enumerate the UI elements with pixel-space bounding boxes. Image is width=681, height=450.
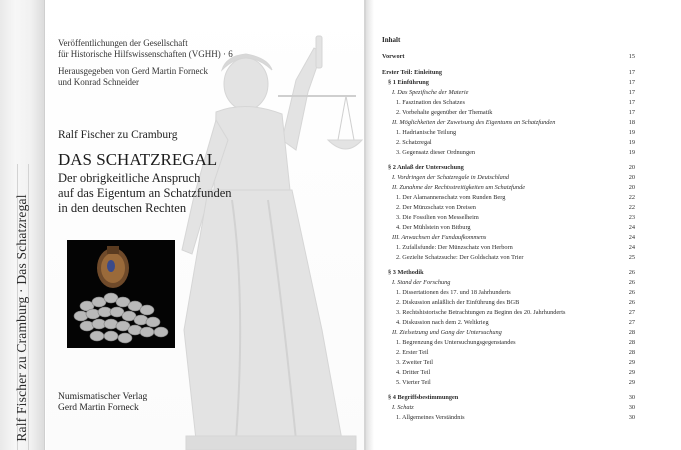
toc-entry-label: III. Anwachsen der Fundaufkommens — [392, 234, 487, 241]
toc-entry — [366, 234, 681, 242]
publisher — [58, 392, 147, 414]
toc-entry — [366, 369, 681, 377]
toc-entry-label: § 2 Anlaß der Untersuchung — [388, 164, 464, 171]
toc-entry-page: 28 — [628, 329, 635, 336]
toc-entry — [366, 224, 681, 232]
toc-entry-page: 27 — [628, 309, 635, 316]
toc-entry-page: 28 — [628, 339, 635, 346]
toc-entry-page: 26 — [628, 289, 635, 296]
toc-entry — [366, 89, 681, 97]
series-line: Veröffentlichungen der Gesellschaft — [58, 38, 188, 48]
editors — [58, 66, 208, 88]
book-subtitle — [58, 171, 232, 216]
toc-entry-label: I. Schatz — [392, 404, 414, 411]
toc-entry-page: 20 — [628, 184, 635, 191]
toc-entry-label: 4. Diskussion nach dem 2. Weltkrieg — [396, 319, 489, 326]
toc-entry-label: § 1 Einführung — [388, 79, 429, 86]
toc-page — [366, 0, 681, 450]
subtitle-line: Der obrigkeitliche Anspruch — [58, 171, 201, 185]
toc-entry — [366, 244, 681, 252]
toc-entry — [366, 214, 681, 222]
toc-entry-page: 17 — [628, 89, 635, 96]
toc-entry-page: 24 — [628, 244, 635, 251]
toc-entry — [366, 319, 681, 327]
toc-entry-page: 19 — [628, 129, 635, 136]
toc-entry — [366, 394, 681, 402]
toc-entry — [366, 254, 681, 262]
toc-heading: Inhalt — [382, 36, 401, 44]
toc-entry-label: 1. Dissertationen des 17. und 18 Jahrhunderts — [396, 289, 511, 296]
toc-entry — [366, 414, 681, 422]
toc-entry — [366, 184, 681, 192]
subtitle-line: in den deutschen Rechten — [58, 201, 187, 215]
publisher-line: Numismatischer Verlag — [58, 392, 148, 402]
toc-entry-page: 18 — [628, 119, 635, 126]
book-author: Ralf Fischer zu Cramburg — [58, 129, 178, 141]
toc-entry — [366, 204, 681, 212]
toc-entry — [366, 99, 681, 107]
toc-entry-page: 23 — [628, 214, 635, 221]
toc-entry-page: 20 — [628, 164, 635, 171]
toc-entry — [366, 119, 681, 127]
subtitle-line: auf das Eigentum an Schatzfunden — [58, 186, 232, 200]
toc-entry-page: 26 — [628, 299, 635, 306]
toc-entry — [366, 79, 681, 87]
toc-entry-label: 2. Schatzregal — [396, 139, 432, 146]
toc-entry-label: 1. Der Alamannenschatz vom Runden Berg — [396, 194, 506, 201]
toc-entry — [366, 329, 681, 337]
toc-entry — [366, 299, 681, 307]
publisher-line: Gerd Martin Forneck — [58, 403, 139, 413]
toc-entry-label: I. Vordringen der Schatzregale in Deutschland — [392, 174, 510, 181]
toc-entry-label: I. Das Spezifische der Materie — [392, 89, 469, 96]
toc-entry — [366, 69, 681, 77]
editors-line: und Konrad Schneider — [58, 77, 139, 87]
book-cover — [46, 0, 366, 450]
toc-entry-label: 3. Gegensatz dieser Ordnungen — [396, 149, 476, 156]
toc-entry — [366, 139, 681, 147]
toc-entry-label: 2. Gezielte Schatzsuche: Der Goldschatz von Trier — [396, 254, 524, 261]
toc-entry-label: 1. Zufallsfunde: Der Münzschatz von Herborn — [396, 244, 513, 251]
toc-entry — [366, 404, 681, 412]
toc-entry-page: 30 — [628, 394, 635, 401]
toc-entry-label: 1. Begrenzung des Untersuchungsgegenstandes — [396, 339, 516, 346]
toc-entry-page: 17 — [628, 79, 635, 86]
toc-entry-page: 22 — [628, 204, 635, 211]
toc-entry-page: 17 — [628, 69, 635, 76]
toc-entry — [366, 379, 681, 387]
toc-entry-page: 26 — [628, 279, 635, 286]
toc-entry-page: 15 — [628, 53, 635, 60]
toc-entry-label: 4. Dritter Teil — [396, 369, 431, 376]
toc-entry-label: 2. Der Münzschatz von Dreisen — [396, 204, 476, 211]
toc-entry-label: 2. Diskussion anläßlich der Einführung des BGB — [396, 299, 520, 306]
toc-entry — [366, 309, 681, 317]
toc-entry-page: 24 — [628, 224, 635, 231]
toc-entry-label: 1. Allgemeines Verständnis — [396, 414, 465, 421]
toc-entry-page: 19 — [628, 139, 635, 146]
toc-entry — [366, 339, 681, 347]
toc-entry-label: 1. Hadrianische Teilung — [396, 129, 457, 136]
toc-entry-label: 4. Der Mühlstein von Bitburg — [396, 224, 471, 231]
toc-entry — [366, 174, 681, 182]
toc-entry-page: 25 — [628, 254, 635, 261]
toc-entry-page: 19 — [628, 149, 635, 156]
toc-entry-label: II. Zunahme der Rechtsstreitigkeiten um Schatzfunde — [392, 184, 526, 191]
coin-hoard-photo — [67, 240, 175, 348]
toc-entry-label: 3. Zweiter Teil — [396, 359, 434, 366]
toc-entry — [366, 53, 681, 61]
toc-entry-label: II. Zielsetzung und Gang der Untersuchung — [392, 329, 502, 336]
toc-entry-page: 30 — [628, 404, 635, 411]
toc-entry — [366, 279, 681, 287]
toc-entry — [366, 149, 681, 157]
toc-entry-page: 20 — [628, 174, 635, 181]
toc-entry — [366, 164, 681, 172]
toc-entry — [366, 289, 681, 297]
toc-entry-page: 27 — [628, 319, 635, 326]
toc-entry — [366, 109, 681, 117]
toc-entry-label: 3. Die Fossilien von Messelheim — [396, 214, 479, 221]
toc-entry — [366, 269, 681, 277]
toc-entry-label: 3. Rechtshistorische Betrachtungen zu Beginn des 20. Jahrhunderts — [396, 309, 566, 316]
book-spine — [0, 0, 45, 450]
toc-entry — [366, 359, 681, 367]
toc-entry-page: 24 — [628, 234, 635, 241]
toc-entry-label: II. Möglichkeiten der Zuweisung des Eigentums an Schatzfunden — [392, 119, 556, 126]
series-title — [58, 38, 233, 60]
toc-entry-page: 29 — [628, 369, 635, 376]
toc-entry — [366, 129, 681, 137]
toc-entry-label: 1. Faszination des Schatzes — [396, 99, 465, 106]
toc-entry-page: 26 — [628, 269, 635, 276]
toc-entry-page: 28 — [628, 349, 635, 356]
toc-entry-page: 29 — [628, 359, 635, 366]
series-line: für Historische Hilfswissenschaften (VGHH) · 6 — [58, 49, 233, 59]
toc-entry-label: Erster Teil: Einleitung — [382, 69, 443, 76]
toc-entry-label: 2. Vorbehalte gegenüber der Thematik — [396, 109, 493, 116]
toc-entry-page: 30 — [628, 414, 635, 421]
toc-entry-label: 2. Erster Teil — [396, 349, 429, 356]
toc-entry — [366, 349, 681, 357]
toc-entry-label: I. Stand der Forschung — [392, 279, 451, 286]
toc-entry — [366, 194, 681, 202]
toc-entry-page: 29 — [628, 379, 635, 386]
toc-entry-label: 5. Vierter Teil — [396, 379, 431, 386]
toc-entry-label: Vorwort — [382, 53, 405, 60]
editors-line: Herausgegeben von Gerd Martin Forneck — [58, 66, 208, 76]
spine-title: Ralf Fischer zu Cramburg · Das Schatzregal — [14, 194, 29, 442]
toc-entry-page: 17 — [628, 109, 635, 116]
toc-entry-page: 22 — [628, 194, 635, 201]
toc-entry-label: § 3 Methodik — [388, 269, 424, 276]
toc-entry-label: § 4 Begriffsbestimmungen — [388, 394, 459, 401]
toc-entry-page: 17 — [628, 99, 635, 106]
book-title: DAS SCHATZREGAL — [58, 150, 218, 169]
